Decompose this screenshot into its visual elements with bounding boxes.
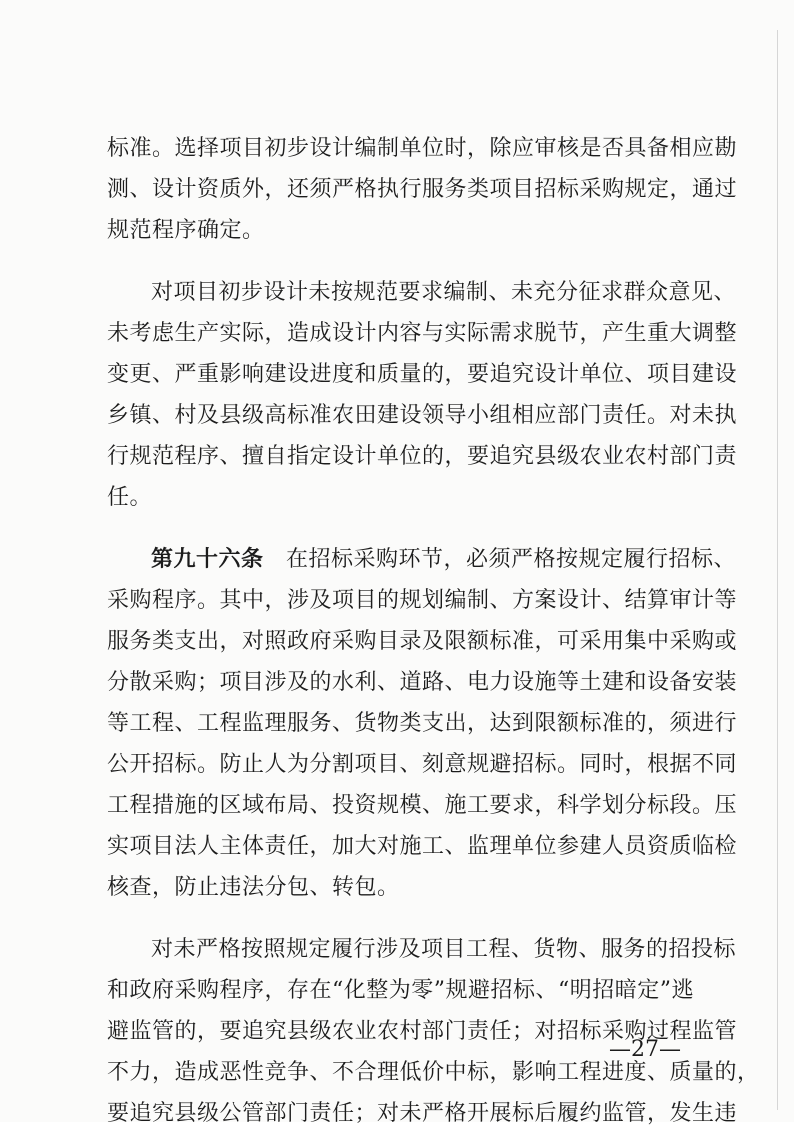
line-text: 核查，防止违法分包、转包。: [107, 875, 400, 900]
line-text: 对未严格按照规定履行涉及项目工程、货物、服务的招投标: [151, 937, 737, 962]
text-line: [107, 169, 738, 210]
text-line: [107, 826, 738, 867]
line-text: 规范程序确定。: [107, 218, 265, 243]
page-number: —27—: [609, 1037, 681, 1062]
text-line: [107, 744, 738, 785]
heading-spacer: [264, 547, 287, 572]
line-text: 在招标采购环节，必须严格按规定履行招标、: [286, 547, 737, 572]
text-line: [107, 1052, 760, 1093]
text-line: [107, 662, 738, 703]
line-text: 等工程、工程监理服务、货物类支出，达到限额标准的，须进行: [107, 711, 738, 736]
text-line: [107, 210, 681, 251]
paragraph-gap: [107, 908, 681, 929]
text-line: [107, 621, 738, 662]
text-line: [107, 1093, 738, 1134]
line-text: 要追究县级公管部门责任；对未严格开展标后履约监管，发生违: [107, 1101, 738, 1126]
text-line: [107, 272, 737, 313]
text-line: [107, 1011, 738, 1052]
line-text: 服务类支出，对照政府采购目录及限额标准，可采用集中采购或: [107, 629, 738, 654]
text-line: [107, 354, 738, 395]
line-text: 工程措施的区域布局、投资规模、施工要求，科学划分标段。压: [107, 793, 738, 818]
text-line: [107, 970, 694, 1011]
line-text: 乡镇、村及县级高标准农田建设领导小组相应部门责任。对未执: [107, 403, 738, 428]
line-text: 对项目初步设计未按规范要求编制、未充分征求群众意见、: [151, 280, 737, 305]
line-text: 实项目法人主体责任，加大对施工、监理单位参建人员资质临检: [107, 834, 738, 859]
line-text: 不力，造成恶性竞争、不合理低价中标，影响工程进度、质量的，: [107, 1060, 760, 1085]
line-text: 测、设计资质外，还须严格执行服务类项目招标采购规定，通过: [107, 177, 738, 202]
text-line: [107, 580, 738, 621]
line-text: 分散采购；项目涉及的水利、道路、电力设施等土建和设备安装: [107, 670, 738, 695]
line-text: 公开招标。防止人为分割项目、刻意规避招标。同时，根据不同: [107, 752, 738, 777]
paragraph-gap: [107, 518, 681, 539]
text-line: [107, 313, 738, 354]
paragraph-gap: [107, 251, 681, 272]
text-line: [107, 395, 738, 436]
line-text: 任。: [107, 485, 153, 510]
text-line: [107, 539, 737, 580]
line-text: 行规范程序、擅自指定设计单位的，要追究县级农业农村部门责: [107, 444, 738, 469]
text-line: [107, 128, 738, 169]
scan-edge-line: [777, 30, 778, 1110]
text-line: [107, 929, 737, 970]
line-text: 采购程序。其中，涉及项目的规划编制、方案设计、结算审计等: [107, 588, 738, 613]
text-line: [107, 436, 738, 477]
line-text: 变更、严重影响建设进度和质量的，要追究设计单位、项目建设: [107, 362, 738, 387]
article-heading: 第九十六条: [151, 546, 264, 572]
line-text: 标准。选择项目初步设计编制单位时，除应审核是否具备相应勘: [107, 136, 738, 161]
text-line: [107, 477, 681, 518]
body-text: [107, 128, 760, 1134]
text-line: [107, 785, 738, 826]
line-text: 避监管的，要追究县级农业农村部门责任；对招标采购过程监管: [107, 1019, 738, 1044]
text-line: [107, 703, 738, 744]
line-text: 未考虑生产实际，造成设计内容与实际需求脱节，产生重大调整: [107, 321, 738, 346]
text-line: [107, 867, 681, 908]
line-text: 和政府采购程序，存在“化整为零”规避招标、“明招暗定”逃: [107, 978, 694, 1003]
